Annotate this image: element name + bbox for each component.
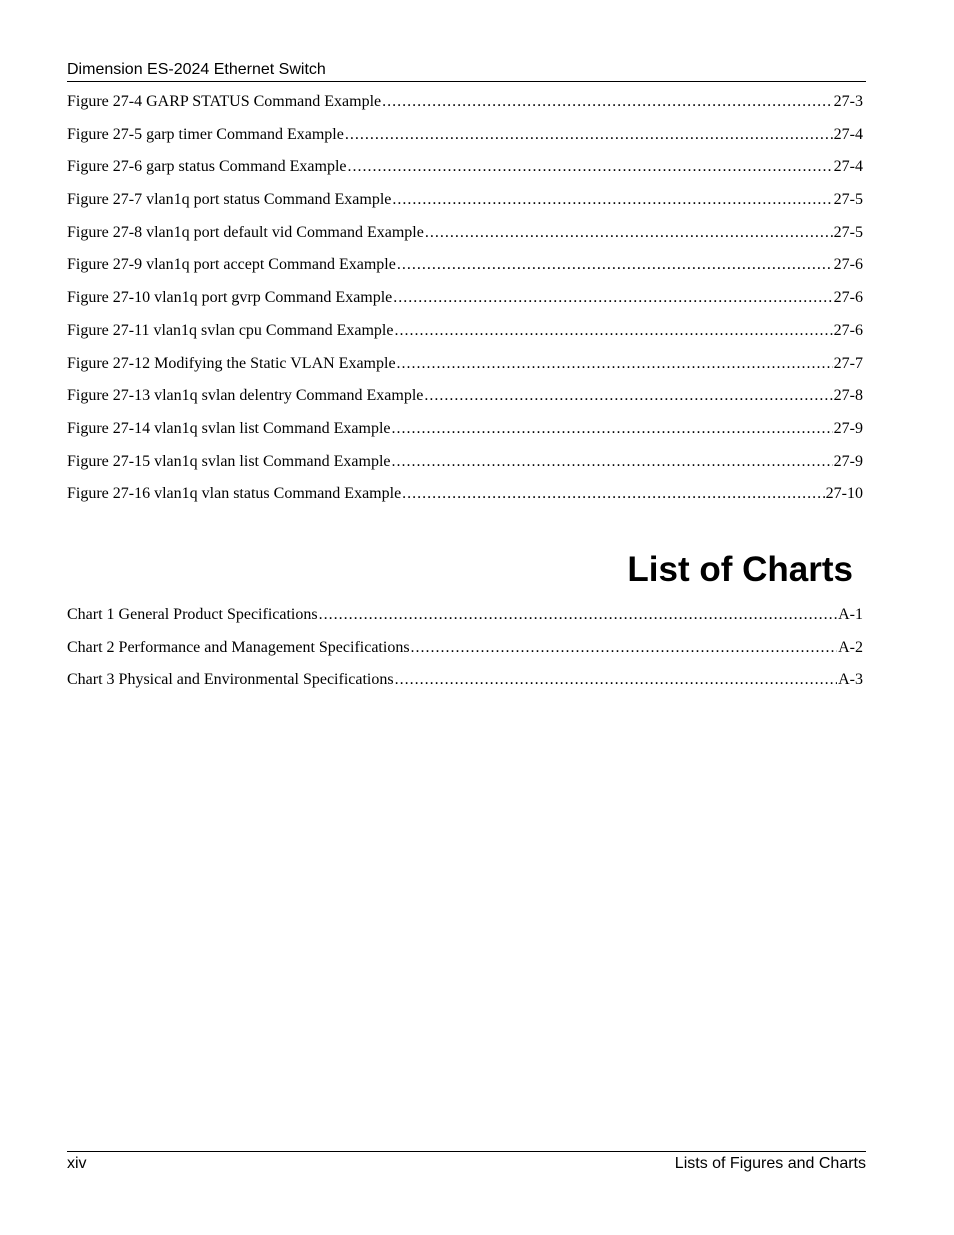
dot-leader — [393, 285, 832, 310]
entry-page: 27-4 — [833, 158, 863, 176]
entry-label: Figure 27-6 garp status Command Example — [67, 158, 347, 176]
entry-page: 27-6 — [833, 321, 863, 339]
toc-entry[interactable] — [67, 187, 863, 220]
figures-list — [67, 89, 863, 514]
dot-leader — [392, 449, 833, 474]
entry-label: Figure 27-16 vlan1q vlan status Command Example — [67, 485, 402, 503]
toc-entry[interactable] — [67, 481, 863, 514]
entry-label: Figure 27-14 vlan1q svlan list Command Example — [67, 419, 391, 437]
toc-entry[interactable] — [67, 602, 863, 635]
entry-page: 27-6 — [833, 256, 863, 274]
toc-entry[interactable] — [67, 416, 863, 449]
charts-list — [67, 602, 863, 700]
dot-leader — [397, 252, 833, 277]
page-number: xiv — [67, 1155, 87, 1172]
dot-leader — [382, 89, 833, 114]
dot-leader — [411, 635, 838, 660]
entry-page: A-1 — [838, 606, 863, 623]
entry-page: 27-8 — [833, 387, 863, 405]
dot-leader — [395, 667, 838, 692]
dot-leader — [319, 602, 838, 627]
entry-page: 27-4 — [833, 125, 863, 143]
entry-page: A-3 — [838, 671, 863, 689]
toc-entry[interactable] — [67, 220, 863, 253]
entry-page: 27-5 — [833, 223, 863, 241]
entry-label: Figure 27-10 vlan1q port gvrp Command Example — [67, 289, 393, 307]
toc-entry[interactable] — [67, 252, 863, 285]
page-header — [67, 60, 866, 82]
entry-label: Figure 27-9 vlan1q port accept Command Example — [67, 256, 396, 274]
page-footer — [67, 1151, 866, 1174]
dot-leader — [392, 416, 833, 441]
entry-label: Figure 27-8 vlan1q port default vid Command Example — [67, 223, 424, 241]
toc-entry[interactable] — [67, 122, 863, 155]
entry-label: Figure 27-5 garp timer Command Example — [67, 125, 344, 143]
document-title: Dimension ES-2024 Ethernet Switch — [67, 61, 326, 78]
entry-page: 27-5 — [833, 191, 863, 209]
entry-page: 27-7 — [833, 354, 863, 372]
entry-page: 27-9 — [833, 452, 863, 470]
entry-page: 27-9 — [833, 419, 863, 437]
toc-entry[interactable] — [67, 635, 863, 668]
dot-leader — [402, 481, 825, 506]
toc-entry[interactable] — [67, 154, 863, 187]
entry-label: Figure 27-4 GARP STATUS Command Example — [67, 93, 382, 110]
entry-label: Chart 1 General Product Specifications — [67, 606, 318, 623]
toc-entry[interactable] — [67, 449, 863, 482]
entry-page: 27-10 — [825, 485, 863, 503]
section-heading: List of Charts — [627, 550, 853, 589]
dot-leader — [394, 318, 832, 343]
dot-leader — [397, 351, 833, 376]
entry-label: Figure 27-7 vlan1q port status Command Example — [67, 191, 392, 209]
dot-leader — [348, 154, 833, 179]
entry-page: A-2 — [838, 638, 863, 656]
toc-entry[interactable] — [67, 285, 863, 318]
toc-entry[interactable] — [67, 318, 863, 351]
entry-label: Figure 27-11 vlan1q svlan cpu Command Example — [67, 321, 394, 339]
toc-entry[interactable] — [67, 351, 863, 384]
dot-leader — [392, 187, 832, 212]
toc-entry[interactable] — [67, 383, 863, 416]
footer-section-title: Lists of Figures and Charts — [674, 1155, 866, 1172]
entry-label: Chart 2 Performance and Management Specifications — [67, 638, 410, 656]
toc-entry[interactable] — [67, 89, 863, 122]
entry-page: 27-6 — [833, 289, 863, 307]
dot-leader — [345, 122, 833, 147]
toc-entry[interactable] — [67, 667, 863, 700]
entry-page: 27-3 — [833, 93, 863, 110]
entry-label: Chart 3 Physical and Environmental Specifications — [67, 671, 394, 689]
entry-label: Figure 27-13 vlan1q svlan delentry Command Example — [67, 387, 424, 405]
entry-label: Figure 27-12 Modifying the Static VLAN Example — [67, 354, 396, 372]
entry-label: Figure 27-15 vlan1q svlan list Command Example — [67, 452, 391, 470]
dot-leader — [425, 220, 833, 245]
dot-leader — [424, 383, 832, 408]
